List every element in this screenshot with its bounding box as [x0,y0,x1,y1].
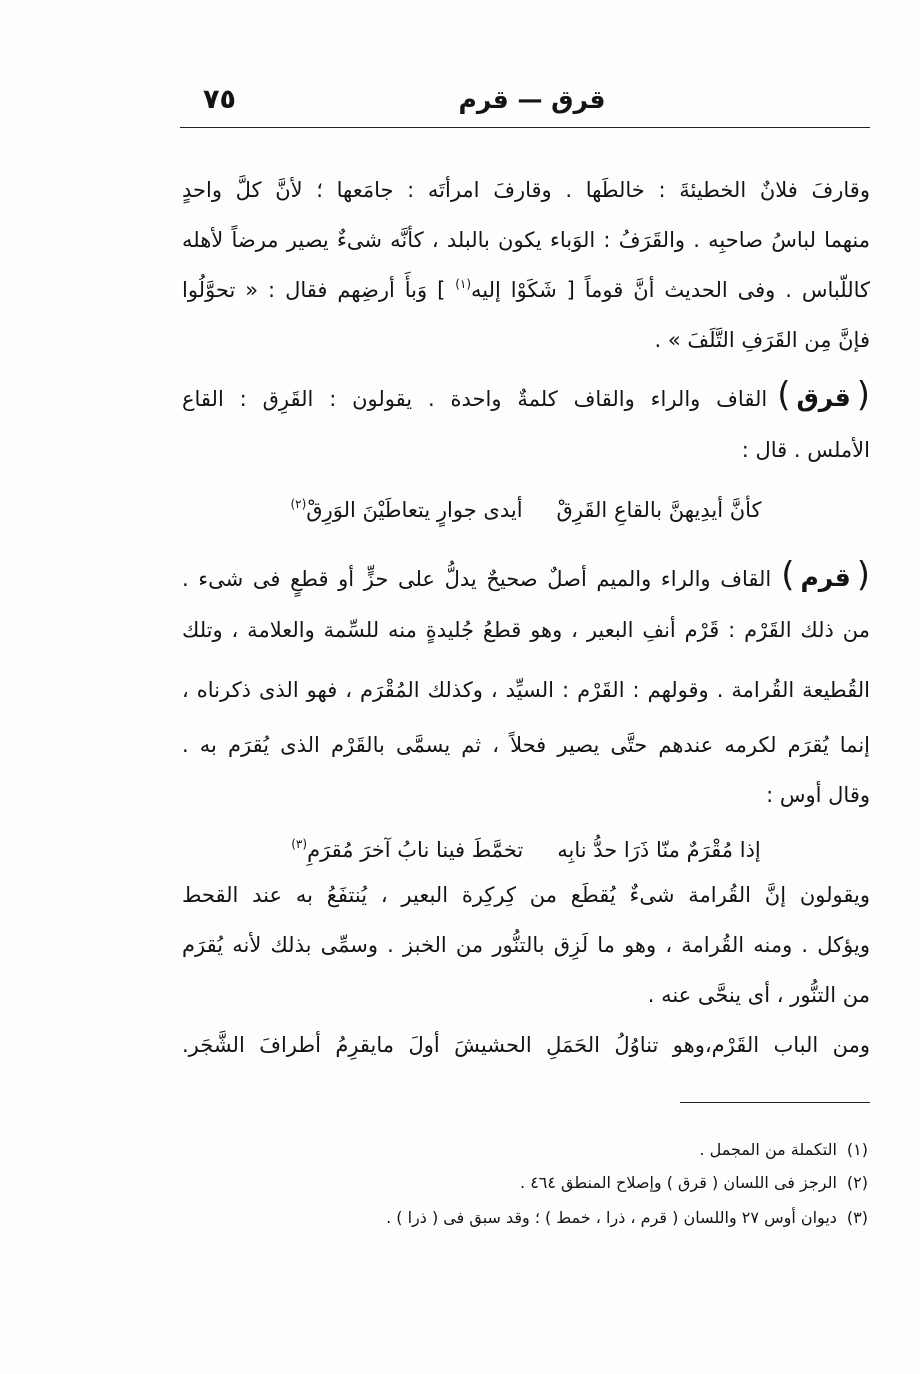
entry-line [182,370,870,420]
text-line: ويقولون إنَّ القُرامة شىءٌ يُقطَع من كِركِرة البعير ، يُنتفَعُ به عند القحط [182,883,870,907]
entry-line [182,550,870,600]
verse [182,485,870,535]
footnote-marker: (١) [846,1140,868,1159]
text-line: من ذلك القَرْم : قَرْم أنفِ البعير ، وهو قطعُ جُليدةٍ منه للسِّمة والعلامة ، وتلك [182,618,870,642]
footnote-ref: (٣) [291,837,308,851]
footnote-text: ديوان أوس ٢٧ واللسان ( قرم ، ذرا ، خمط ) ؛ وقد سبق فى ( ذرا ) . [386,1208,837,1227]
text-line: ويؤكل . ومنه القُرامة ، وهو ما لَزِق بالتنُّور من الخبز . وسمِّى بذلك لأنه يُقرَم [182,933,870,957]
text-line: من التنُّور ، أى ينحَّى عنه . [647,983,870,1007]
text-line: الأملس . قال : [741,438,870,462]
footnote-marker: (٢) [846,1173,868,1192]
text-line [182,265,870,315]
verse-second-hemistich: تخمَّطَ فينا نابُ آخرَ مُقرَمِ [307,838,524,862]
footnote-text: الرجز فى اللسان ( قرق ) وإصلاح المنطق ٤٦٤ . [520,1173,837,1192]
footnote-ref: (١) [455,277,472,291]
entry-headword: ( قرق ) [777,383,870,412]
text-line: القُطيعة القُرامة . وقولهم : القَرْم : السيِّد ، وكذلك المُقْرَم ، فهو الذى ذكرناه ، [182,678,870,702]
text-line: وقال أوس : [766,783,870,807]
text-line: ومن الباب القَرْم،وهو تناوُلُ الحَمَلِ الحشيشَ أولَ مايقرِمُ أطرافَ الشَّجَر. [182,1033,870,1057]
footnote-text: التكملة من المجمل . [699,1140,837,1159]
running-title: قرق — قرم [458,85,606,114]
text-line: وقارفَ فلانٌ الخطيئةَ : خالطَها . وقارفَ امرأتَه : جامَعها ؛ لأنَّ كلَّ واحدٍ [182,178,870,202]
text-line: منهما لباسُ صاحبِه . والقَرَفُ : الوَباء يكون بالبلد ، كأنَّه شىءٌ يصير مرضاً لأهله [182,228,870,252]
text-line: إنما يُقرَم لكرمه عندهم حتَّى يصير فحلاً ، ثم يسمَّى بالقَرْم الذى يُقرَم به . [182,733,870,757]
header-rule [180,127,870,128]
verse-first-hemistich: إذا مُقْرَمٌ منّا ذَرَا حدُّ نابِه [557,838,761,862]
verse [182,825,870,875]
footnote-ref: (٢) [290,497,307,511]
text-line: فإنَّ مِن القَرَفِ التَّلَفَ » . [654,328,870,352]
text-segment: القاف والراء والميم أصلٌ صحيحٌ يدلُّ على حزٍّ أو قطعٍ فى شىء . [182,567,772,591]
entry-headword: ( قرم ) [781,563,870,592]
footnote-rule [680,1102,870,1103]
verse-first-hemistich: كأنَّ أيدِيهنَّ بالقاعِ القَرِقْ [556,498,762,522]
verse-second-hemistich-wrap [291,825,523,875]
footnote [386,1203,868,1233]
text-segment: كاللّباس . وفى الحديث أنَّ قوماً [ شَكَوْا إليه [471,278,870,302]
verse-second-hemistich-wrap [290,485,522,535]
page-number: ٧٥ [203,84,236,115]
footnote [699,1135,868,1165]
footnote [520,1168,868,1198]
text-segment: ] وَبأَ أرضِهم فقال : « تحوَّلُوا [182,278,456,302]
text-segment: القاف والراء والقاف كلمةٌ واحدة . يقولون : القَرِق : القاع [182,387,768,411]
footnote-marker: (٣) [846,1208,868,1227]
verse-second-hemistich: أيدى جوارٍ يتعاطَيْنَ الوَرِقْ [306,498,523,522]
